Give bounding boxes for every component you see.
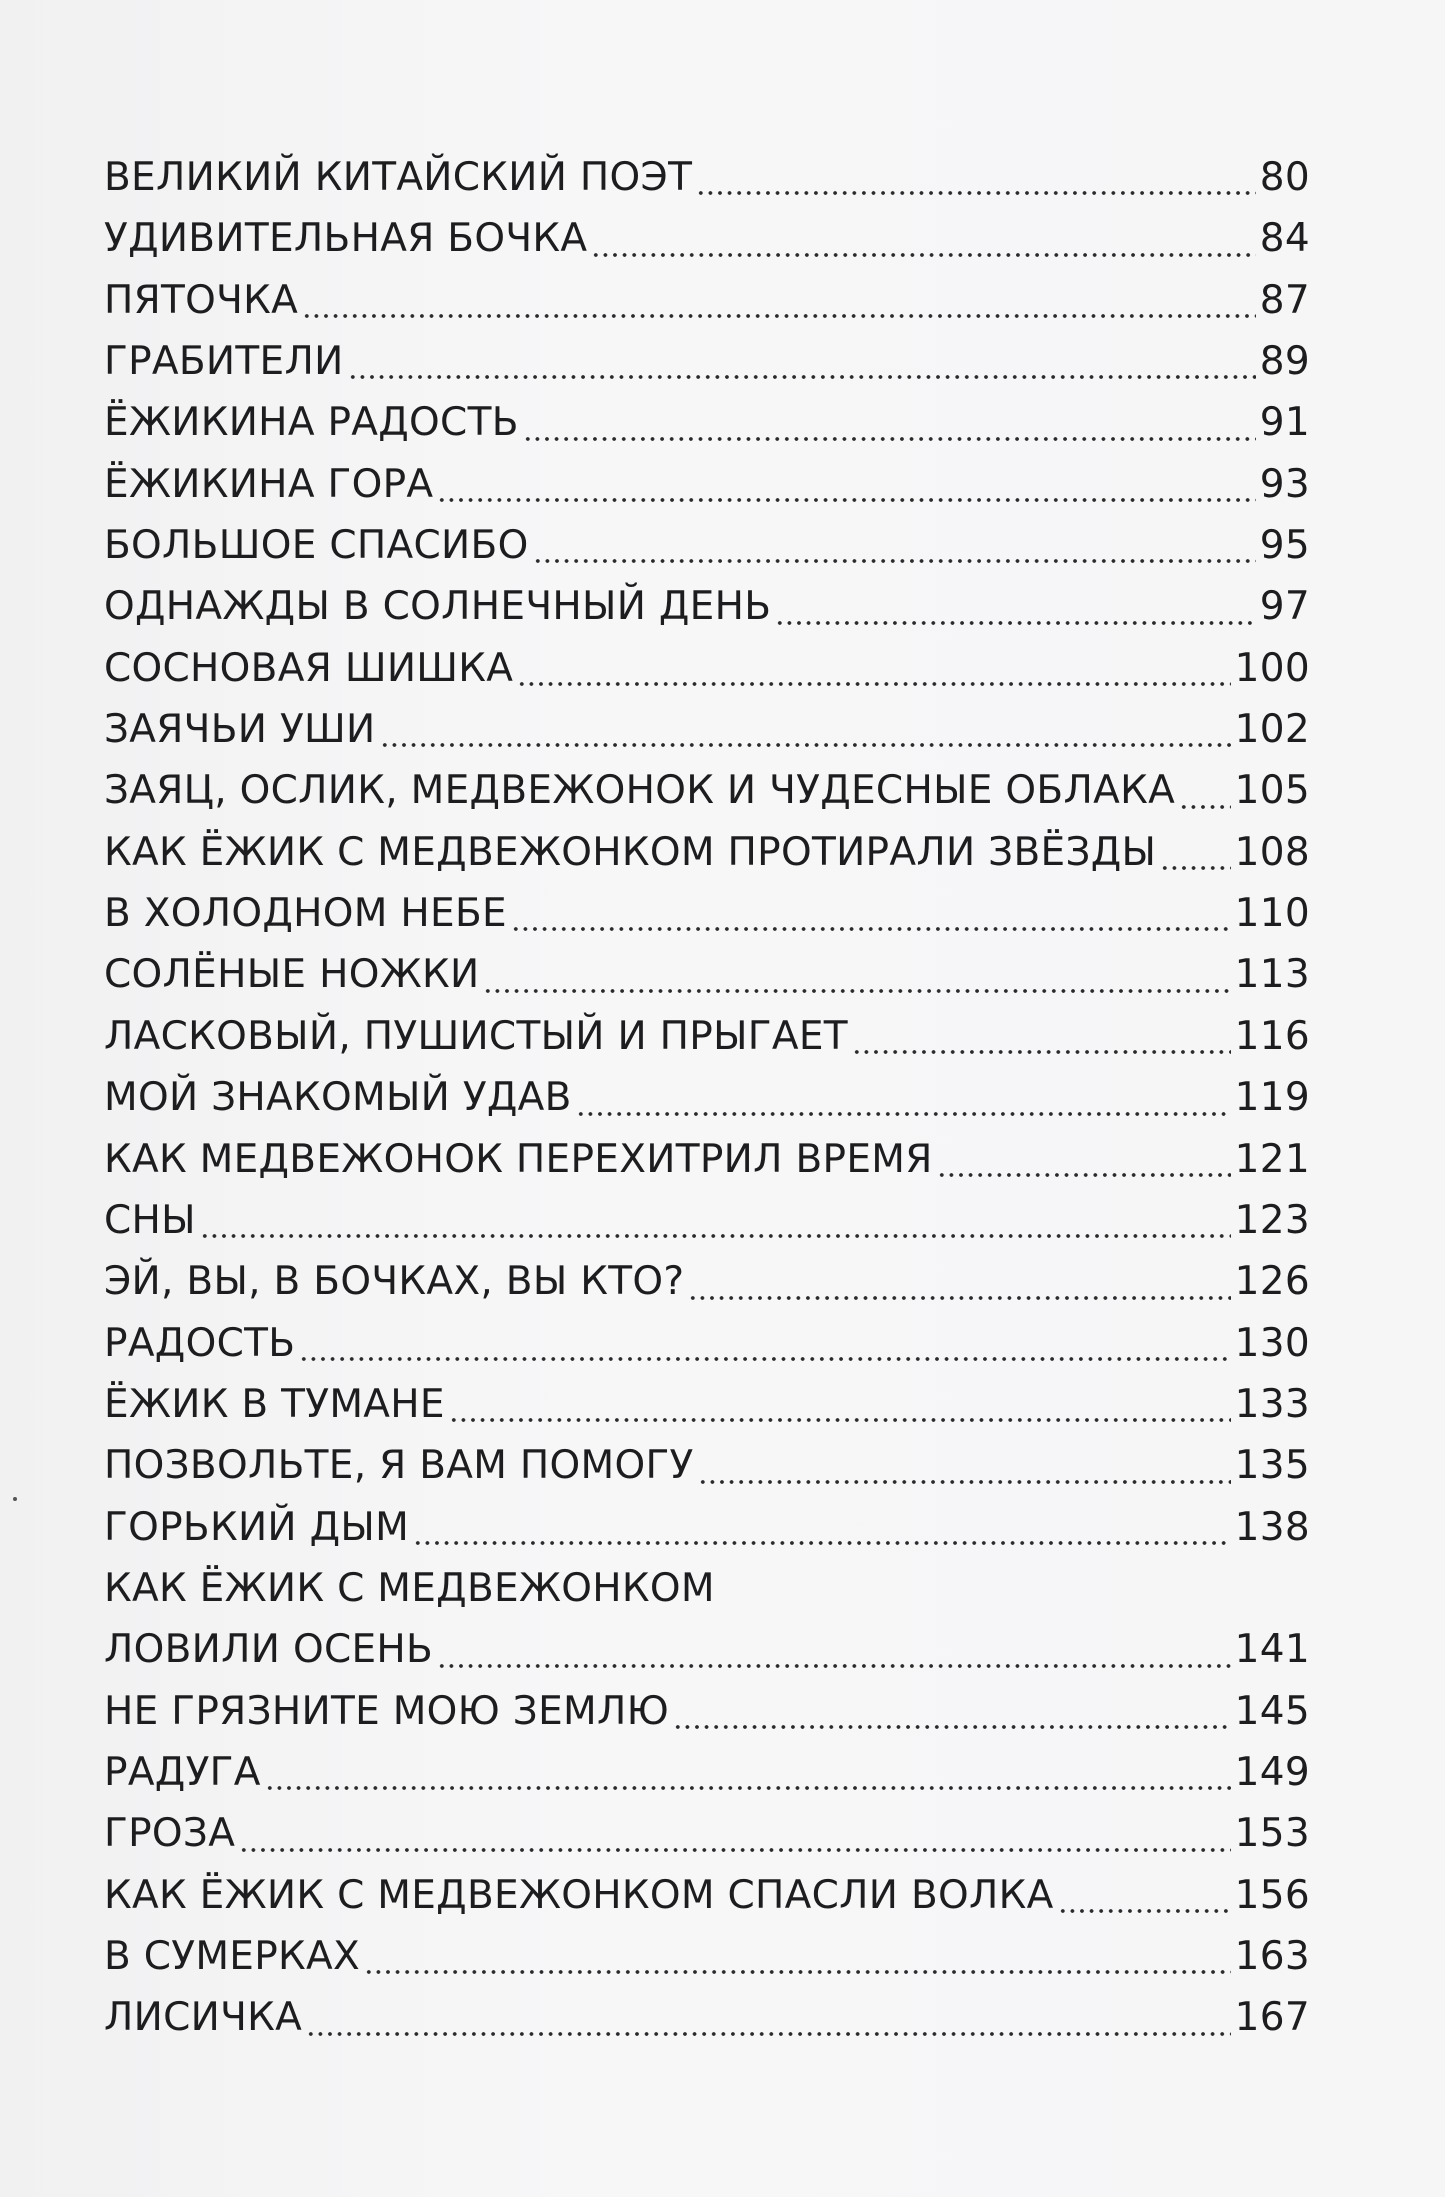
toc-entry-title: УДИВИТЕЛЬНАЯ БОЧКА	[104, 216, 588, 262]
dot-leader	[848, 1006, 1235, 1067]
toc-entry-title: ЭЙ, ВЫ, В БОЧКАХ, ВЫ КТО?	[104, 1259, 685, 1305]
toc-entry-page-number: 105	[1234, 768, 1310, 814]
toc-entry-title: ВЕЛИКИЙ КИТАЙСКИЙ ПОЭТ	[104, 155, 693, 200]
toc-entry-title: ГРОЗА	[104, 1811, 236, 1857]
dot-leader	[302, 1987, 1235, 2048]
toc-entry-title: ПОЗВОЛЬТЕ, Я ВАМ ПОМОГУ	[104, 1443, 694, 1489]
toc-entry-title: ЗАЯЧЬИ УШИ	[104, 707, 376, 753]
toc-entry-title: РАДУГА	[104, 1749, 261, 1795]
toc-entry	[104, 1803, 1310, 1864]
toc-entry	[104, 1129, 1310, 1190]
toc-entry	[104, 454, 1310, 515]
toc-entry	[104, 1190, 1310, 1251]
dot-leader	[433, 1619, 1235, 1680]
dot-leader	[1175, 760, 1235, 821]
toc-entry-page-number: 89	[1259, 339, 1310, 385]
toc-entry-title: ЁЖИКИНА РАДОСТЬ	[104, 400, 519, 446]
dot-leader	[572, 1067, 1235, 1128]
toc-entry	[104, 1497, 1310, 1558]
toc-entry	[104, 1681, 1310, 1742]
toc-entry-page-number: 126	[1234, 1259, 1310, 1305]
toc-entry	[104, 638, 1310, 699]
dot-leader	[295, 1313, 1234, 1374]
dot-leader	[1156, 822, 1234, 883]
toc-entry-title: В СУМЕРКАХ	[104, 1933, 361, 1979]
toc-entry	[104, 392, 1310, 453]
toc-entry	[104, 760, 1310, 821]
toc-entry	[104, 1926, 1310, 1987]
toc-entry-page-number: 133	[1234, 1381, 1310, 1427]
toc-entry-page-number: 141	[1234, 1627, 1310, 1673]
toc-entry-title: ПЯТОЧКА	[104, 277, 299, 323]
dot-leader	[715, 1558, 1310, 1619]
dot-leader	[507, 883, 1235, 944]
dot-leader	[360, 1926, 1235, 1987]
print-speck	[13, 1497, 17, 1501]
toc-entry-title: СОЛЁНЫЕ НОЖКИ	[104, 952, 480, 998]
toc-entry-title: БОЛЬШОЕ СПАСИБО	[104, 523, 529, 569]
toc-entry-page-number: 110	[1234, 891, 1310, 937]
toc-entry-title: КАК ЁЖИК С МЕДВЕЖОНКОМ	[104, 1565, 715, 1611]
toc-entry	[104, 1865, 1310, 1926]
toc-entry-title: ОДНАЖДЫ В СОЛНЕЧНЫЙ ДЕНЬ	[104, 584, 772, 630]
toc-entry	[104, 1558, 1310, 1619]
toc-entry-page-number: 87	[1259, 277, 1310, 323]
toc-entry-page-number: 163	[1234, 1933, 1310, 1979]
toc-entry-title: ЛИСИЧКА	[104, 1995, 303, 2041]
toc-entry-page-number: 100	[1234, 645, 1310, 691]
dot-leader	[669, 1681, 1235, 1742]
toc-entry	[104, 822, 1310, 883]
toc-entry-page-number: 167	[1234, 1995, 1310, 2041]
toc-entry-page-number: 80	[1259, 155, 1310, 200]
dot-leader	[933, 1129, 1235, 1190]
toc-entry-page-number: 95	[1259, 523, 1310, 569]
dot-leader	[196, 1190, 1235, 1251]
toc-entry-title: НЕ ГРЯЗНИТЕ МОЮ ЗЕМЛЮ	[104, 1688, 670, 1734]
toc-entry	[104, 270, 1310, 331]
toc-entry-page-number: 108	[1234, 829, 1310, 875]
dot-leader	[694, 1435, 1235, 1496]
dot-leader	[684, 1251, 1234, 1312]
toc-entry-page-number: 121	[1234, 1136, 1310, 1182]
toc-entry-title: РАДОСТЬ	[104, 1320, 296, 1366]
toc-entry	[104, 1313, 1310, 1374]
table-of-contents	[104, 147, 1310, 2049]
toc-entry-title: ГРАБИТЕЛИ	[104, 339, 344, 385]
toc-entry-page-number: 102	[1234, 707, 1310, 753]
dot-leader	[376, 699, 1235, 760]
toc-entry-page-number: 91	[1259, 400, 1310, 446]
toc-entry-page-number: 149	[1234, 1749, 1310, 1795]
toc-entry-page-number: 84	[1259, 216, 1310, 262]
dot-leader	[261, 1742, 1235, 1803]
dot-leader	[409, 1497, 1235, 1558]
toc-entry-page-number: 93	[1259, 461, 1310, 507]
toc-entry-title: ЁЖИКИНА ГОРА	[104, 461, 434, 507]
toc-entry	[104, 147, 1310, 208]
toc-entry-page-number: 97	[1259, 584, 1310, 630]
toc-entry-page-number: 119	[1234, 1075, 1310, 1121]
dot-leader	[445, 1374, 1235, 1435]
toc-entry-page-number: 123	[1234, 1197, 1310, 1243]
toc-entry-title: ГОРЬКИЙ ДЫМ	[104, 1504, 410, 1550]
dot-leader	[519, 392, 1260, 453]
toc-entry	[104, 1987, 1310, 2048]
toc-entry	[104, 576, 1310, 637]
dot-leader	[529, 515, 1260, 576]
toc-entry	[104, 208, 1310, 269]
toc-entry	[104, 1067, 1310, 1128]
toc-entry	[104, 1435, 1310, 1496]
toc-entry-title: КАК ЁЖИК С МЕДВЕЖОНКОМ СПАСЛИ ВОЛКА	[104, 1872, 1054, 1918]
toc-entry	[104, 883, 1310, 944]
toc-entry-page-number: 156	[1234, 1872, 1310, 1918]
dot-leader	[479, 944, 1234, 1005]
toc-entry-title: СНЫ	[104, 1197, 196, 1243]
dot-leader	[433, 454, 1259, 515]
toc-entry-title: КАК ЁЖИК С МЕДВЕЖОНКОМ ПРОТИРАЛИ ЗВЁЗДЫ	[104, 829, 1157, 875]
toc-entry-page-number: 135	[1234, 1443, 1310, 1489]
toc-entry-title: ЛОВИЛИ ОСЕНЬ	[104, 1627, 434, 1673]
toc-entry-title: ЛАСКОВЫЙ, ПУШИСТЫЙ И ПРЫГАЕТ	[104, 1013, 848, 1059]
toc-entry-page-number: 153	[1234, 1811, 1310, 1857]
toc-entry-page-number: 145	[1234, 1688, 1310, 1734]
toc-entry	[104, 699, 1310, 760]
dot-leader	[771, 576, 1259, 637]
toc-entry-page-number: 130	[1234, 1320, 1310, 1366]
toc-entry-page-number: 138	[1234, 1504, 1310, 1550]
toc-entry	[104, 944, 1310, 1005]
toc-entry-title: КАК МЕДВЕЖОНОК ПЕРЕХИТРИЛ ВРЕМЯ	[104, 1136, 933, 1182]
toc-entry	[104, 331, 1310, 392]
toc-entry-page-number: 113	[1234, 952, 1310, 998]
toc-entry	[104, 1374, 1310, 1435]
toc-entry-title: В ХОЛОДНОМ НЕБЕ	[104, 891, 507, 937]
toc-entry-title: СОСНОВАЯ ШИШКА	[104, 645, 514, 691]
dot-leader	[1054, 1865, 1235, 1926]
dot-leader	[235, 1803, 1234, 1864]
toc-entry-title: МОЙ ЗНАКОМЫЙ УДАВ	[104, 1075, 572, 1121]
dot-leader	[587, 208, 1259, 269]
dot-leader	[298, 270, 1260, 331]
toc-entry	[104, 515, 1310, 576]
dot-leader	[513, 638, 1234, 699]
toc-entry	[104, 1619, 1310, 1680]
toc-entry	[104, 1006, 1310, 1067]
toc-entry-title: ЗАЯЦ, ОСЛИК, МЕДВЕЖОНОК И ЧУДЕСНЫЕ ОБЛАКА	[104, 768, 1176, 814]
toc-entry	[104, 1251, 1310, 1312]
toc-entry-page-number: 116	[1234, 1013, 1310, 1059]
dot-leader	[692, 147, 1260, 208]
toc-entry	[104, 1742, 1310, 1803]
toc-entry-title: ЁЖИК В ТУМАНЕ	[104, 1381, 445, 1427]
dot-leader	[344, 331, 1260, 392]
